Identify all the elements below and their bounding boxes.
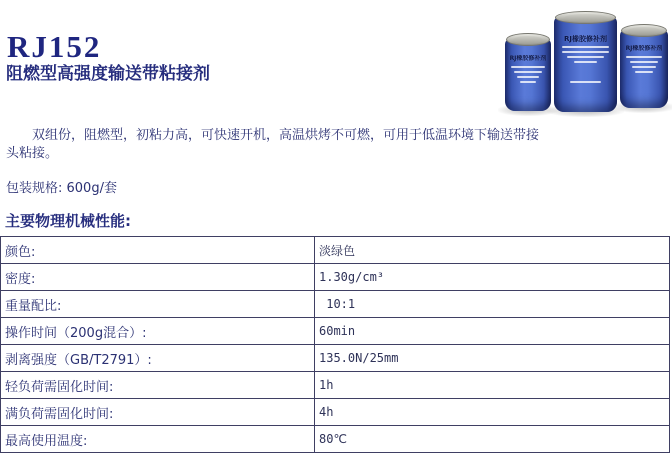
can-label-text: RJ橡胶修补剂	[625, 45, 663, 52]
property-label: 颜色:	[1, 237, 315, 264]
property-value: 1.30g/cm³	[315, 264, 670, 291]
table-row	[1, 426, 670, 453]
table-row	[1, 237, 670, 264]
property-value: 4h	[315, 399, 670, 426]
can-label-lines	[510, 66, 547, 83]
property-value: 135.0N/25mm	[315, 345, 670, 372]
product-can-medium	[620, 24, 668, 108]
can-lid	[555, 11, 616, 24]
table-row	[1, 318, 670, 345]
can-label-text: RJ橡胶修补剂	[564, 35, 607, 43]
property-value: 10:1	[315, 291, 670, 318]
table-row	[1, 291, 670, 318]
property-label: 操作时间（200g混合）:	[1, 318, 315, 345]
product-photo	[486, 0, 672, 124]
can-lid	[506, 33, 550, 46]
property-value: 60min	[315, 318, 670, 345]
table-row	[1, 345, 670, 372]
product-can-small	[505, 33, 551, 111]
product-description: 双组份，阻燃型，初粘力高，可快速开机，高温烘烤不可燃，可用于低温环境下输送带接头粘接。	[6, 128, 540, 162]
property-label: 最高使用温度:	[1, 426, 315, 453]
section-title-properties: 主要物理机械性能:	[5, 212, 131, 230]
property-label: 剥离强度（GB/T2791）:	[1, 345, 315, 372]
property-value: 淡绿色	[315, 237, 670, 264]
table-row	[1, 399, 670, 426]
property-label: 重量配比:	[1, 291, 315, 318]
can-lid	[621, 24, 667, 37]
property-label: 轻负荷需固化时间:	[1, 372, 315, 399]
product-can-large	[554, 11, 617, 112]
can-label-lines	[625, 56, 663, 73]
property-label: 密度:	[1, 264, 315, 291]
property-value: 80℃	[315, 426, 670, 453]
properties-table	[0, 236, 670, 453]
packaging-spec: 包装规格: 600g/套	[6, 181, 117, 196]
can-body	[620, 30, 668, 108]
table-row	[1, 372, 670, 399]
can-label-lines	[560, 46, 610, 83]
can-body	[505, 39, 551, 111]
properties-table-body	[1, 237, 670, 453]
can-label-text: RJ橡胶修补剂	[509, 55, 547, 62]
table-row	[1, 264, 670, 291]
can-body	[554, 17, 617, 112]
product-code-title: RJ152	[7, 29, 102, 64]
property-label: 满负荷需固化时间:	[1, 399, 315, 426]
property-value: 1h	[315, 372, 670, 399]
product-name-subtitle: 阻燃型高强度输送带粘接剂	[6, 64, 210, 84]
